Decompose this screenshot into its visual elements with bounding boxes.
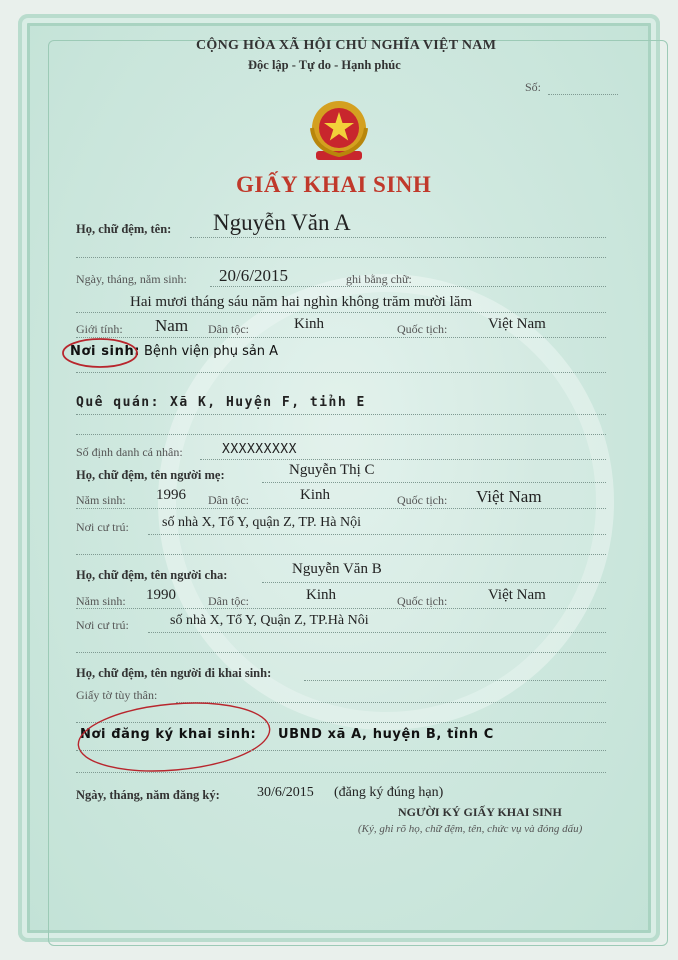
id-document-label: Giấy tờ tùy thân: xyxy=(76,688,158,702)
dotted-line xyxy=(76,434,606,435)
dotted-line xyxy=(304,680,606,681)
father-residence-label: Nơi cư trú: xyxy=(76,618,129,632)
dotted-line xyxy=(76,772,606,773)
dotted-line xyxy=(190,237,606,238)
father-residence: số nhà X, Tổ Y, Quận Z, TP.Hà Nôi xyxy=(170,613,369,628)
child-name-label: Họ, chữ đệm, tên: xyxy=(76,222,172,236)
dotted-line xyxy=(200,459,606,460)
mother-yob: 1996 xyxy=(156,487,186,503)
father-nationality-label: Quốc tịch: xyxy=(397,594,448,608)
motto: Độc lập - Tự do - Hạnh phúc xyxy=(248,58,401,72)
dotted-line xyxy=(76,414,606,415)
number-label: Số: xyxy=(525,80,542,94)
number-line xyxy=(548,94,618,95)
father-name: Nguyễn Văn B xyxy=(292,561,382,577)
dotted-line xyxy=(262,582,606,583)
dotted-line xyxy=(76,337,606,338)
dotted-line xyxy=(76,554,606,555)
registration-place-value: UBND xã A, huyện B, tỉnh C xyxy=(278,727,494,742)
dob-value: 20/6/2015 xyxy=(219,266,288,285)
registration-date-label: Ngày, tháng, năm đăng ký: xyxy=(76,788,220,802)
mother-ethnicity: Kinh xyxy=(300,487,330,503)
birthplace-label: Nơi sinh: xyxy=(70,344,141,359)
dotted-line xyxy=(76,372,606,373)
annotation-circle xyxy=(60,336,140,370)
republic-heading: CỘNG HÒA XÃ HỘI CHỦ NGHĨA VIỆT NAM xyxy=(196,38,497,53)
registration-place-label: Nơi đăng ký khai sinh: xyxy=(80,727,257,742)
dotted-line xyxy=(76,257,606,258)
mother-residence: số nhà X, Tổ Y, quận Z, TP. Hà Nội xyxy=(162,515,361,530)
dob-words-label: ghi bằng chữ: xyxy=(346,272,412,286)
personal-id-value: XXXXXXXXX xyxy=(222,442,297,457)
mother-name-label: Họ, chữ đệm, tên người mẹ: xyxy=(76,468,225,482)
dotted-line xyxy=(210,286,606,287)
registration-note: (đăng ký đúng hạn) xyxy=(334,785,444,800)
birthplace-value: Bệnh viện phụ sản A xyxy=(144,344,279,359)
hometown-value: Xã K, Huyện F, tỉnh E xyxy=(170,395,366,410)
mother-residence-label: Nơi cư trú: xyxy=(76,520,129,534)
dotted-line xyxy=(148,534,606,535)
sex-label: Giới tính: xyxy=(76,322,123,336)
dotted-line xyxy=(76,508,606,509)
nationality-label: Quốc tịch: xyxy=(397,322,448,336)
registration-date: 30/6/2015 xyxy=(257,785,314,800)
annotation-circle xyxy=(74,700,274,774)
personal-id-label: Số định danh cá nhân: xyxy=(76,445,183,459)
mother-nationality: Việt Nam xyxy=(476,487,542,506)
dob-label: Ngày, tháng, năm sinh: xyxy=(76,272,187,286)
child-name: Nguyễn Văn A xyxy=(213,210,351,235)
sex-value: Nam xyxy=(155,316,189,335)
document-title: GIẤY KHAI SINH xyxy=(236,172,432,197)
father-ethnicity-label: Dân tộc: xyxy=(208,594,249,608)
declarant-name-label: Họ, chữ đệm, tên người đi khai sinh: xyxy=(76,666,272,680)
dotted-line xyxy=(76,750,606,751)
dotted-line xyxy=(262,482,606,483)
dotted-line xyxy=(76,312,606,313)
dotted-line xyxy=(76,652,606,653)
father-nationality: Việt Nam xyxy=(488,587,546,603)
dotted-line xyxy=(76,608,606,609)
signer-title: NGƯỜI KÝ GIẤY KHAI SINH xyxy=(398,805,562,819)
ethnicity-label: Dân tộc: xyxy=(208,322,249,336)
nationality-value: Việt Nam xyxy=(488,316,546,332)
father-ethnicity: Kinh xyxy=(306,587,336,603)
dotted-line xyxy=(148,632,606,633)
father-yob: 1990 xyxy=(146,587,176,603)
father-name-label: Họ, chữ đệm, tên người cha: xyxy=(76,568,228,582)
mother-name: Nguyễn Thị C xyxy=(289,462,375,478)
mother-nationality-label: Quốc tịch: xyxy=(397,493,448,507)
signer-hint: (Ký, ghi rõ họ, chữ đệm, tên, chức vụ và đóng dấu) xyxy=(358,823,583,835)
mother-ethnicity-label: Dân tộc: xyxy=(208,493,249,507)
father-yob-label: Năm sinh: xyxy=(76,594,126,608)
hometown-label: Quê quán: xyxy=(76,395,160,410)
ethnicity-value: Kinh xyxy=(294,316,324,332)
national-emblem-icon xyxy=(302,97,376,163)
mother-yob-label: Năm sinh: xyxy=(76,493,126,507)
dob-words-value: Hai mươi tháng sáu năm hai nghìn không trăm mười lăm xyxy=(130,294,473,310)
